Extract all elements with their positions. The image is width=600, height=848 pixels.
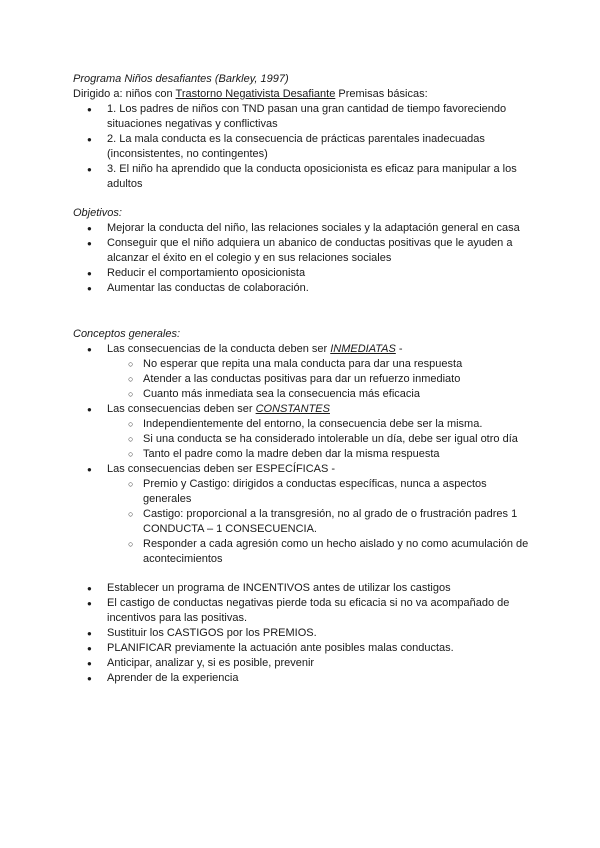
- list-item: ● Mejorar la conducta del niño, las relaciones sociales y la adaptación general en casa: [73, 221, 533, 236]
- objetivos-heading: Objetivos:: [73, 207, 122, 219]
- sub-list-item: ○ No esperar que repita una mala conducta para dar una respuesta: [73, 357, 533, 372]
- list-item: ● Las consecuencias deben ser ESPECÍFICAS -: [73, 462, 533, 477]
- intro-line: [73, 87, 533, 102]
- list-item: ● Establecer un programa de INCENTIVOS antes de utilizar los castigos: [73, 581, 533, 596]
- inmediatas-emphasis: INMEDIATAS: [330, 343, 396, 355]
- sub-list-item: ○ Responder a cada agresión como un hecho aislado y no como acumulación de acontecimientos: [73, 537, 533, 567]
- list-item: ● Aumentar las conductas de colaboración.: [73, 281, 533, 296]
- constantes-sublist: [73, 417, 533, 462]
- document-title: Programa Niños desafiantes (Barkley, 1997): [73, 73, 289, 85]
- sub-list-item: ○ Premio y Castigo: dirigidos a conductas específicas, nunca a aspectos generales: [73, 477, 533, 507]
- list-item: ● Sustituir los CASTIGOS por los PREMIOS.: [73, 626, 533, 641]
- intro-prefix: Dirigido a: niños con: [73, 88, 176, 100]
- final-list: [73, 581, 533, 686]
- list-item: ● Conseguir que el niño adquiera un abanico de conductas positivas que le ayuden a alcanzar el éxito en el colegio y en sus relaciones sociales: [73, 236, 533, 266]
- item-text: Las consecuencias deben ser: [107, 403, 256, 415]
- premisas-list: [73, 102, 533, 192]
- conceptos-heading: Conceptos generales:: [73, 328, 181, 340]
- item-suffix: -: [395, 343, 403, 355]
- sub-list-item: ○ Cuanto más inmediata sea la consecuencia más eficacia: [73, 387, 533, 402]
- sub-list-item: ○ Independientemente del entorno, la consecuencia debe ser la misma.: [73, 417, 533, 432]
- intro-suffix: Premisas básicas:: [335, 88, 428, 100]
- tnd-link[interactable]: Trastorno Negativista Desafiante: [175, 88, 336, 100]
- document-body: [73, 72, 533, 686]
- list-item: ● Anticipar, analizar y, si es posible, prevenir: [73, 656, 533, 671]
- sub-list-item: ○ Tanto el padre como la madre deben dar la misma respuesta: [73, 447, 533, 462]
- inmediatas-sublist: [73, 357, 533, 402]
- list-item: [73, 402, 533, 417]
- list-item: ● El castigo de conductas negativas pierde toda su eficacia si no va acompañado de incentivos para las positivas.: [73, 596, 533, 626]
- sublist-container: [73, 417, 533, 462]
- list-item: ● 2. La mala conducta es la consecuencia de prácticas parentales inadecuadas (inconsistentes, no contingentes): [73, 132, 533, 162]
- sub-list-item: ○ Si una conducta se ha considerado intolerable un día, debe ser igual otro día: [73, 432, 533, 447]
- list-item: ● 1. Los padres de niños con TND pasan una gran cantidad de tiempo favoreciendo situaciones negativas y conflictivas: [73, 102, 533, 132]
- item-text: Las consecuencias de la conducta deben ser: [107, 343, 331, 355]
- list-item: ● PLANIFICAR previamente la actuación ante posibles malas conductas.: [73, 641, 533, 656]
- list-item: [73, 342, 533, 357]
- sub-list-item: ○ Castigo: proporcional a la transgresión, no al grado de o frustración padres 1 CONDUCTA – 1 CONSECUENCIA.: [73, 507, 533, 537]
- sublist-container: [73, 477, 533, 567]
- list-item: ● Aprender de la experiencia: [73, 671, 533, 686]
- list-item: ● 3. El niño ha aprendido que la conducta oposicionista es eficaz para manipular a los adultos: [73, 162, 533, 192]
- especificas-sublist: [73, 477, 533, 567]
- objetivos-list: [73, 221, 533, 296]
- constantes-emphasis: CONSTANTES: [255, 403, 330, 415]
- sublist-container: [73, 357, 533, 402]
- conceptos-list: [73, 342, 533, 567]
- sub-list-item: ○ Atender a las conductas positivas para dar un refuerzo inmediato: [73, 372, 533, 387]
- list-item: ● Reducir el comportamiento oposicionista: [73, 266, 533, 281]
